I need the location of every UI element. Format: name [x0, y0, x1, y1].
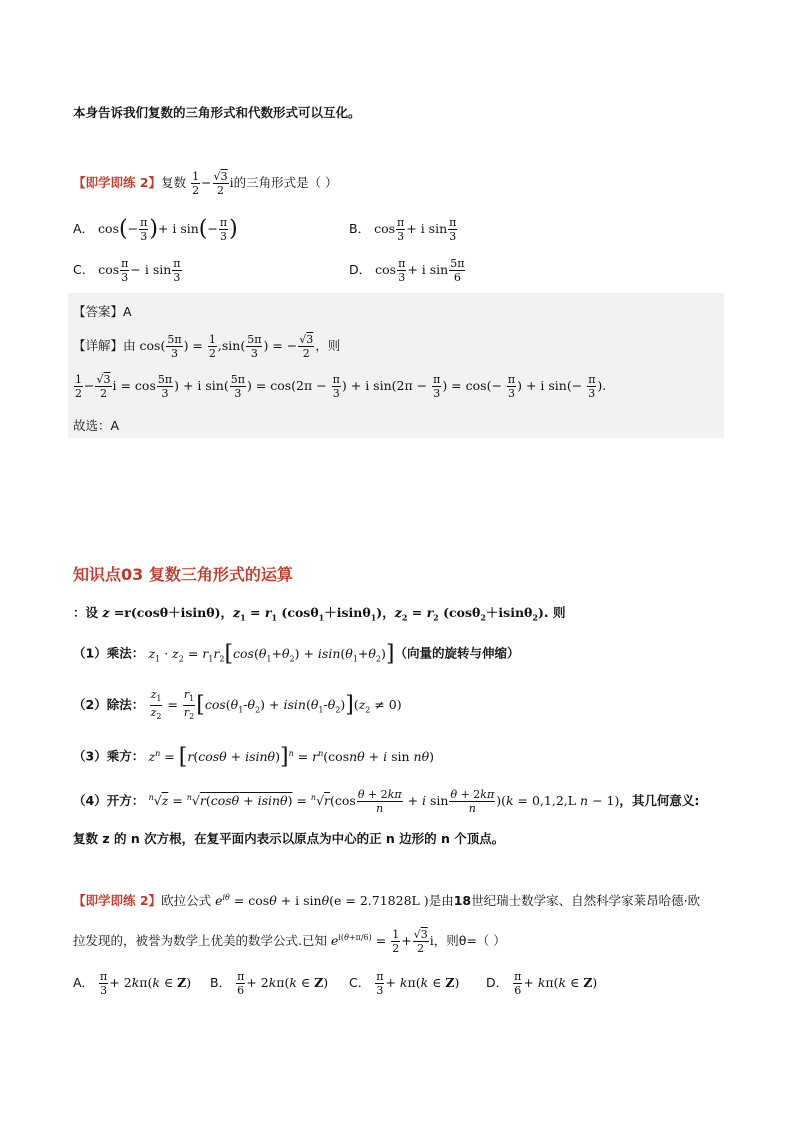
- div-label: （2）除法：: [73, 697, 145, 713]
- section-title: 知识点03 复数三角形式的运算: [73, 565, 293, 584]
- option-c[interactable]: C． cos $\frac{\pi}{3}$ − i sin $\frac{\pi}{3}$: [73, 257, 181, 284]
- answer-panel: [68, 293, 724, 438]
- p2-option-d-label: D．: [486, 975, 509, 990]
- intro-text: 本身告诉我们复数的三角形式和代数形式可以互化。: [73, 105, 361, 120]
- p2-option-d[interactable]: D． $\frac{\pi}{6}$ + kπ(k ∈ Z): [486, 970, 598, 997]
- root-description: 复数 z 的 n 次方根，在复平面内表示以原点为中心的正 n 边形的 n 个顶点。: [73, 831, 505, 846]
- stem-c: 18: [453, 893, 472, 908]
- complex-number-expr: $\frac{1}{2}$ − $\frac{√3}{2}$ i: [192, 170, 234, 197]
- stem-a: 欧拉公式: [161, 893, 212, 908]
- division-rule: （2）除法： $\frac{z_1}{z_2}$ = $\frac{r_1}{r_2}$ $[\cos(\theta_1-\theta_2) + isin(\theta_1-\theta_2)](z_2 \ne 0)$: [73, 688, 402, 722]
- option-b-label: B．: [349, 221, 371, 236]
- practice-tag-2: 【即学即练 2】: [73, 893, 162, 908]
- p2-option-c[interactable]: C． $\frac{\pi}{3}$ + kπ(k ∈ Z): [349, 970, 460, 997]
- option-a[interactable]: A． cos(− $\frac{\pi}{3}$ )+ i sin(− $\frac{\pi}{3}$ ): [73, 216, 238, 243]
- practice1-stem: [73, 170, 338, 197]
- p2-option-a[interactable]: A． $\frac{\pi}{3}$ + 2kπ(k ∈ Z): [73, 970, 192, 997]
- setup-then: . 则: [543, 605, 566, 620]
- stem-suffix: 的三角形式是（ ）: [233, 175, 338, 190]
- stem-line2b: ，则θ=（ ）: [433, 933, 506, 948]
- answer-value: A: [123, 304, 132, 319]
- root-label: （4）开方：: [73, 793, 145, 808]
- option-d[interactable]: D． cos $\frac{\pi}{3}$ + i sin $\frac{5\pi}{6}$: [349, 257, 465, 284]
- practice-tag: 【即学即练 2】: [73, 175, 162, 190]
- mult-label: （1）乘法：: [73, 645, 145, 661]
- detail-derivation: $\frac{1}{2}$ − $\frac{√3}{2}$ i = cos $\frac{5\pi}{3}$ ) + i sin( $\frac{5\pi}{3}$ ) = cos(2π − $\frac{\pi}{3}$ ) + i sin(2π − $\frac{\pi}{3}$ ) = cos(− $\frac{\pi}{3}$ ) + i sin(− $\frac{\pi}{3}$ ).: [75, 373, 607, 400]
- stem-b: 是由: [428, 893, 454, 908]
- pow-label: （3）乘方：: [73, 748, 145, 764]
- conclusion: 故选：A: [73, 418, 120, 433]
- p2-option-b-label: B．: [210, 975, 232, 990]
- answer-line: [73, 302, 132, 320]
- root-rule: （4）开方： $^n$√z = $^n$√r(cosθ + isinθ) = $^n$√r(cos $\frac{\theta + 2k\pi}{n}$ + i sin $\frac{\theta + 2k\pi}{n}$ )(k = 0,1,2,L n − 1)，其几何意义:: [73, 788, 700, 815]
- detail-line: 【详解】由 cos( $\frac{5\pi}{3}$ ) = $\frac{1}{2}$ ,sin( $\frac{5\pi}{3}$ ) = − $\frac{√3}{2}$ ，则: [73, 333, 341, 360]
- p2-option-b[interactable]: B． $\frac{\pi}{6}$ + 2kπ(k ∈ Z): [210, 970, 329, 997]
- detail-label: 【详解】: [73, 338, 124, 353]
- practice2-stem-line1: 【即学即练 2】欧拉公式 $e^{i\theta} = \cos\theta + i$ sinθ(e = 2.71828L )是由18世纪瑞士数学家、自然科学家莱昂哈德·欧: [73, 892, 701, 908]
- detail-then: ，则: [315, 338, 341, 353]
- setup-line: ：设 z =r(cosθ＋isinθ)，$z_1 = r_1$ (cosθ$_1$＋isinθ$_1$)，$z_2 = r_2$ (cosθ$_2$＋isinθ$_2$). 则: [73, 605, 566, 623]
- detail-prefix: 由: [123, 338, 136, 353]
- stem-prefix: 复数: [161, 175, 187, 190]
- p2-option-a-label: A．: [73, 975, 95, 990]
- option-a-label: A．: [73, 221, 95, 236]
- stem-line2a: 拉发现的，被誉为数学上优美的数学公式.已知: [73, 933, 327, 948]
- root-note: ，其几何意义:: [619, 793, 700, 808]
- option-d-label: D．: [349, 262, 372, 277]
- option-b[interactable]: B． cos $\frac{\pi}{3}$ + i sin $\frac{\pi}{3}$: [349, 216, 457, 243]
- practice2-stem-line2: 拉发现的，被誉为数学上优美的数学公式.已知 $e^{i(\theta+\pi/6)}$ = $\frac{1}{2}$ + $\frac{√3}{2}$ i，则θ=（ ）: [73, 928, 506, 955]
- power-rule: （3）乘方： $z^n = [r(\cos\theta + isin\theta)]^n = r^n(\cos n\theta + i$ sin nθ): [73, 744, 435, 769]
- setup-prefix: ：设: [73, 605, 99, 620]
- stem-d: 世纪瑞士数学家、自然科学家莱昂哈德·欧: [471, 893, 701, 908]
- option-c-label: C．: [73, 262, 95, 277]
- mult-note: （向量的旋转与伸缩）: [394, 645, 520, 661]
- multiplication-rule: （1）乘法： $z_1 \cdot z_2 = r_1r_2[\cos(\theta_1+\theta_2) + isin(\theta_1+\theta_2)]$（向量的旋转与伸缩）: [73, 641, 520, 666]
- p2-option-c-label: C．: [349, 975, 371, 990]
- answer-label: 【答案】: [73, 304, 124, 319]
